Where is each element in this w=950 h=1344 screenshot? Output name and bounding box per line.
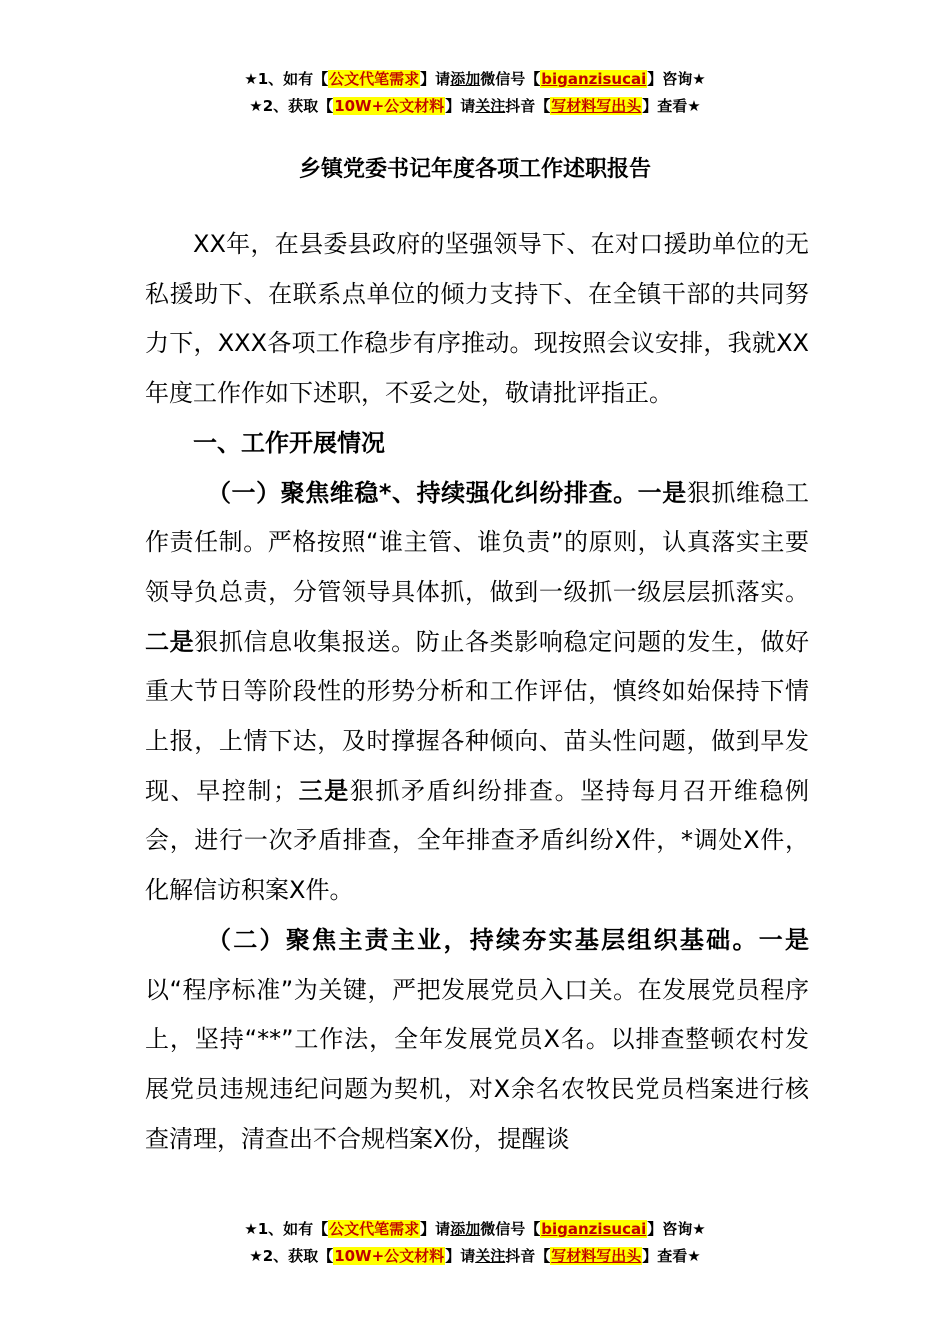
subsection-heading: （二）聚焦主责主业，持续夯实基层组织基础。 [207,925,759,954]
banner-text: 】请 [445,1247,476,1265]
subsection-heading: （一）聚焦维稳*、持续强化纠纷排查。 [207,478,638,507]
keyword: 三是 [297,776,350,805]
banner-highlight: 10W+公文材料 [334,97,445,115]
banner-line-2 [0,93,950,120]
banner-text: 】请 [420,1220,451,1238]
banner-douyin-id: 写材料写出头 [551,1247,642,1265]
document-body [145,220,809,1164]
banner-text: 抖音【 [505,1247,551,1265]
banner-text: 抖音【 [505,97,551,115]
banner-douyin-id: 写材料写出头 [551,97,642,115]
keyword: 二是 [145,627,195,656]
banner-underline: 添加 [450,1220,481,1238]
banner-highlight: 公文代笔需求 [329,70,420,88]
banner-underline: 添加 [450,70,481,88]
banner-text: ★1、如有【 [244,1220,329,1238]
section-heading: 一、工作开展情况 [193,428,385,457]
banner-underline: 关注 [475,1247,506,1265]
document-title: 乡镇党委书记年度各项工作述职报告 [298,157,651,182]
banner-underline: 关注 [475,97,506,115]
banner-text: 】查看★ [642,1247,701,1265]
banner-wechat-id: biganzisucai [541,70,647,88]
banner-text: 】咨询★ [647,70,706,88]
paragraph-text: 狠抓维稳工作责任制。严格按照“谁主管、谁负责”的原则，认真落实主要领导负总责，分管领导具体抓，做到一级抓一级层层抓落实。 [145,478,810,606]
top-banner [0,66,950,120]
banner-text: 】咨询★ [647,1220,706,1238]
keyword: 一是 [637,478,687,507]
banner-line-1 [0,1216,950,1243]
banner-text: 微信号【 [480,70,541,88]
banner-text: 】查看★ [642,97,701,115]
banner-text: 微信号【 [480,1220,541,1238]
paragraph-text: 以“程序标准”为关键，严把发展党员入口关。在发展党员程序上，坚持“**”工作法，全年发展党员X名。以排查整顿农村发展党员违规违纪问题为契机，对X余名农牧民党员档案进行核查清理，清查出不合规档案X份，提醒谈 [145,975,809,1153]
banner-text: ★2、获取【 [249,1247,334,1265]
banner-line-2 [0,1243,950,1270]
banner-text: ★1、如有【 [244,70,329,88]
keyword: 一是 [758,925,810,954]
paragraph-text: 狠抓矛盾纠纷排查。坚持每月召开维稳例会，进行一次矛盾排查，全年排查矛盾纠纷X件，*调处X件，化解信访积案X件。 [145,776,810,905]
intro-paragraph: XX年，在县委县政府的坚强领导下、在对口援助单位的无私援助下、在联系点单位的倾力支持下、在全镇干部的共同努力下，XXX各项工作稳步有序推动。现按照会议安排，我就XX年度工作作如下述职，不妥之处，敬请批评指正。 [145,230,809,408]
banner-text: ★2、获取【 [249,97,334,115]
subsection-1-paragraph [145,469,809,916]
banner-text: 】请 [420,70,451,88]
banner-wechat-id: biganzisucai [541,1220,647,1238]
banner-line-1 [0,66,950,93]
banner-highlight: 公文代笔需求 [329,1220,420,1238]
paragraph-text: 狠抓信息收集报送。防止各类影响稳定问题的发生，做好重大节日等阶段性的形势分析和工作评估，慎终如始保持下情上报，上情下达，及时撑握各种倾向、苗头性问题，做到早发现、早控制； [145,627,810,805]
subsection-2-paragraph [145,916,809,1165]
banner-text: 】请 [445,97,476,115]
banner-highlight: 10W+公文材料 [334,1247,445,1265]
bottom-banner [0,1216,950,1270]
